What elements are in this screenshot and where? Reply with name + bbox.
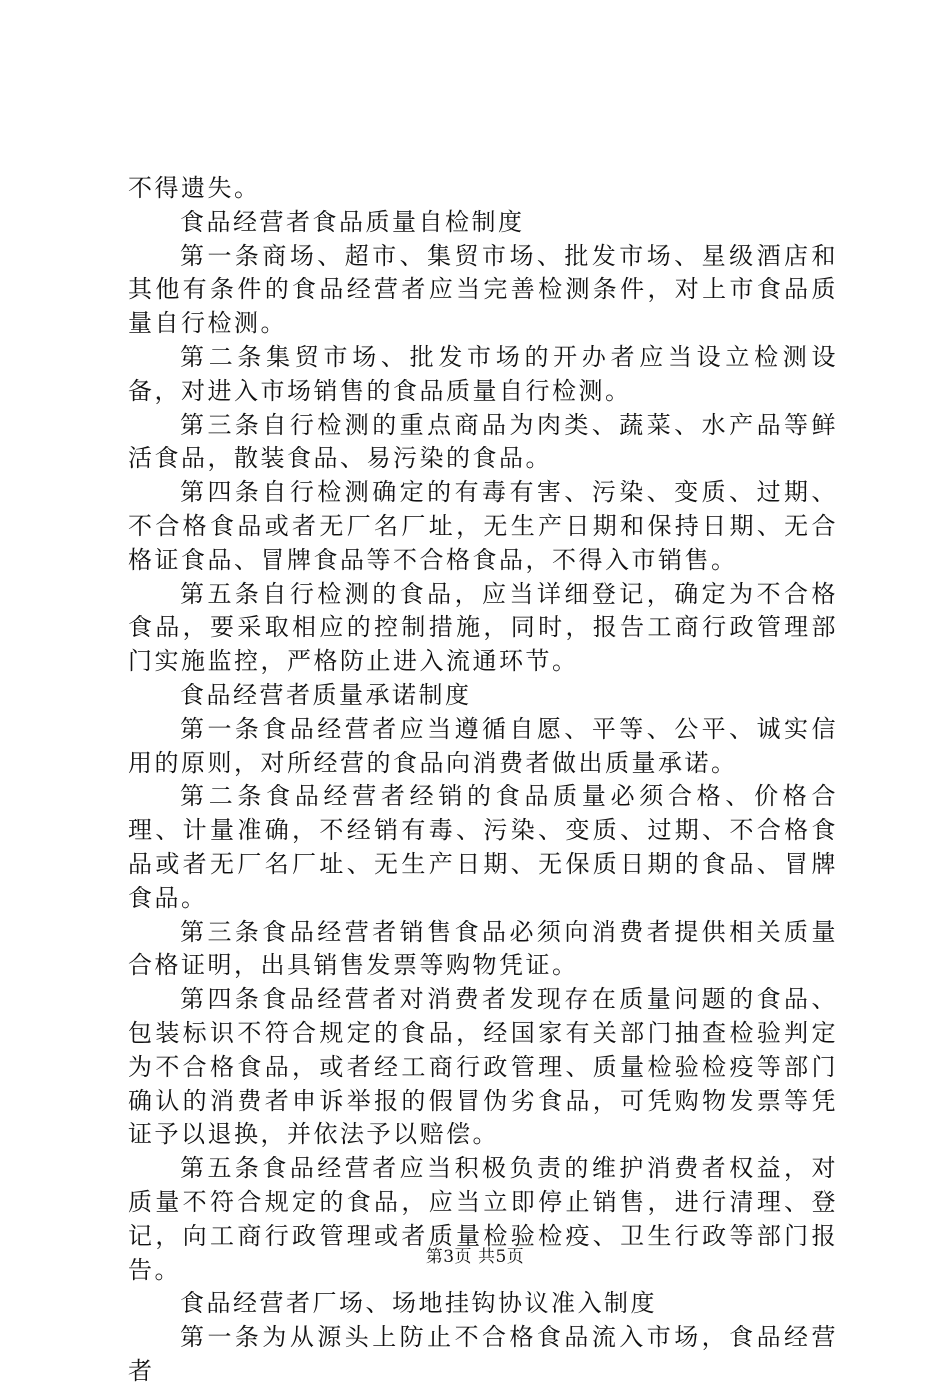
section-heading-quality-commitment: 食品经营者质量承诺制度 — [180, 680, 472, 709]
section-heading-agreement-access: 食品经营者厂场、场地挂钩协议准入制度 — [180, 1289, 657, 1318]
paragraph: 第一条食品经营者应当遵循自愿、平等、公平、诚实信用的原则，对所经营的食品向消费者做出质量承诺。 — [128, 714, 838, 777]
page-number: 第3页 — [425, 1247, 473, 1267]
paragraph: 第一条为从源头上防止不合格食品流入市场，食品经营者 — [128, 1323, 838, 1385]
paragraph: 第五条自行检测的食品，应当详细登记，确定为不合格食品，要采取相应的控制措施，同时，报告工商行政管理部门实施监控，严格防止进入流通环节。 — [128, 579, 838, 676]
page-total: 共5页 — [477, 1247, 525, 1267]
document-body — [128, 172, 838, 1389]
paragraph-continuation: 不得遗失。 — [128, 174, 261, 202]
paragraph: 第四条食品经营者对消费者发现存在质量问题的食品、包装标识不符合规定的食品，经国家有关部门抽查检验判定为不合格食品，或者经工商行政管理、质量检验检疫等部门确认的消费者申诉举报的假冒伪劣食品，可凭购物发票等凭证予以退换，并依法予以赔偿。 — [128, 985, 838, 1149]
paragraph: 第四条自行检测确定的有毒有害、污染、变质、过期、不合格食品或者无厂名厂址，无生产日期和保持日期、无合格证食品、冒牌食品等不合格食品，不得入市销售。 — [128, 478, 838, 574]
paragraph: 第二条集贸市场、批发市场的开办者应当设立检测设备，对进入市场销售的食品质量自行检测。 — [128, 342, 838, 405]
page-footer — [0, 1242, 950, 1267]
paragraph: 第五条食品经营者应当积极负责的维护消费者权益，对质量不符合规定的食品，应当立即停止销售，进行清理、登记，向工商行政管理或者质量检验检疫、卫生行政等部门报告。 — [128, 1154, 838, 1284]
paragraph: 第三条食品经营者销售食品必须向消费者提供相关质量合格证明，出具销售发票等购物凭证。 — [128, 917, 838, 980]
paragraph: 第二条食品经营者经销的食品质量必须合格、价格合理、计量准确，不经销有毒、污染、变质、过期、不合格食品或者无厂名厂址、无生产日期、无保质日期的食品、冒牌食品。 — [128, 782, 838, 912]
paragraph: 第三条自行检测的重点商品为肉类、蔬菜、水产品等鲜活食品，散装食品、易污染的食品。 — [128, 410, 838, 473]
paragraph: 第一条商场、超市、集贸市场、批发市场、星级酒店和其他有条件的食品经营者应当完善检测条件，对上市食品质量自行检测。 — [128, 241, 838, 338]
section-heading-self-inspection: 食品经营者食品质量自检制度 — [180, 207, 525, 236]
